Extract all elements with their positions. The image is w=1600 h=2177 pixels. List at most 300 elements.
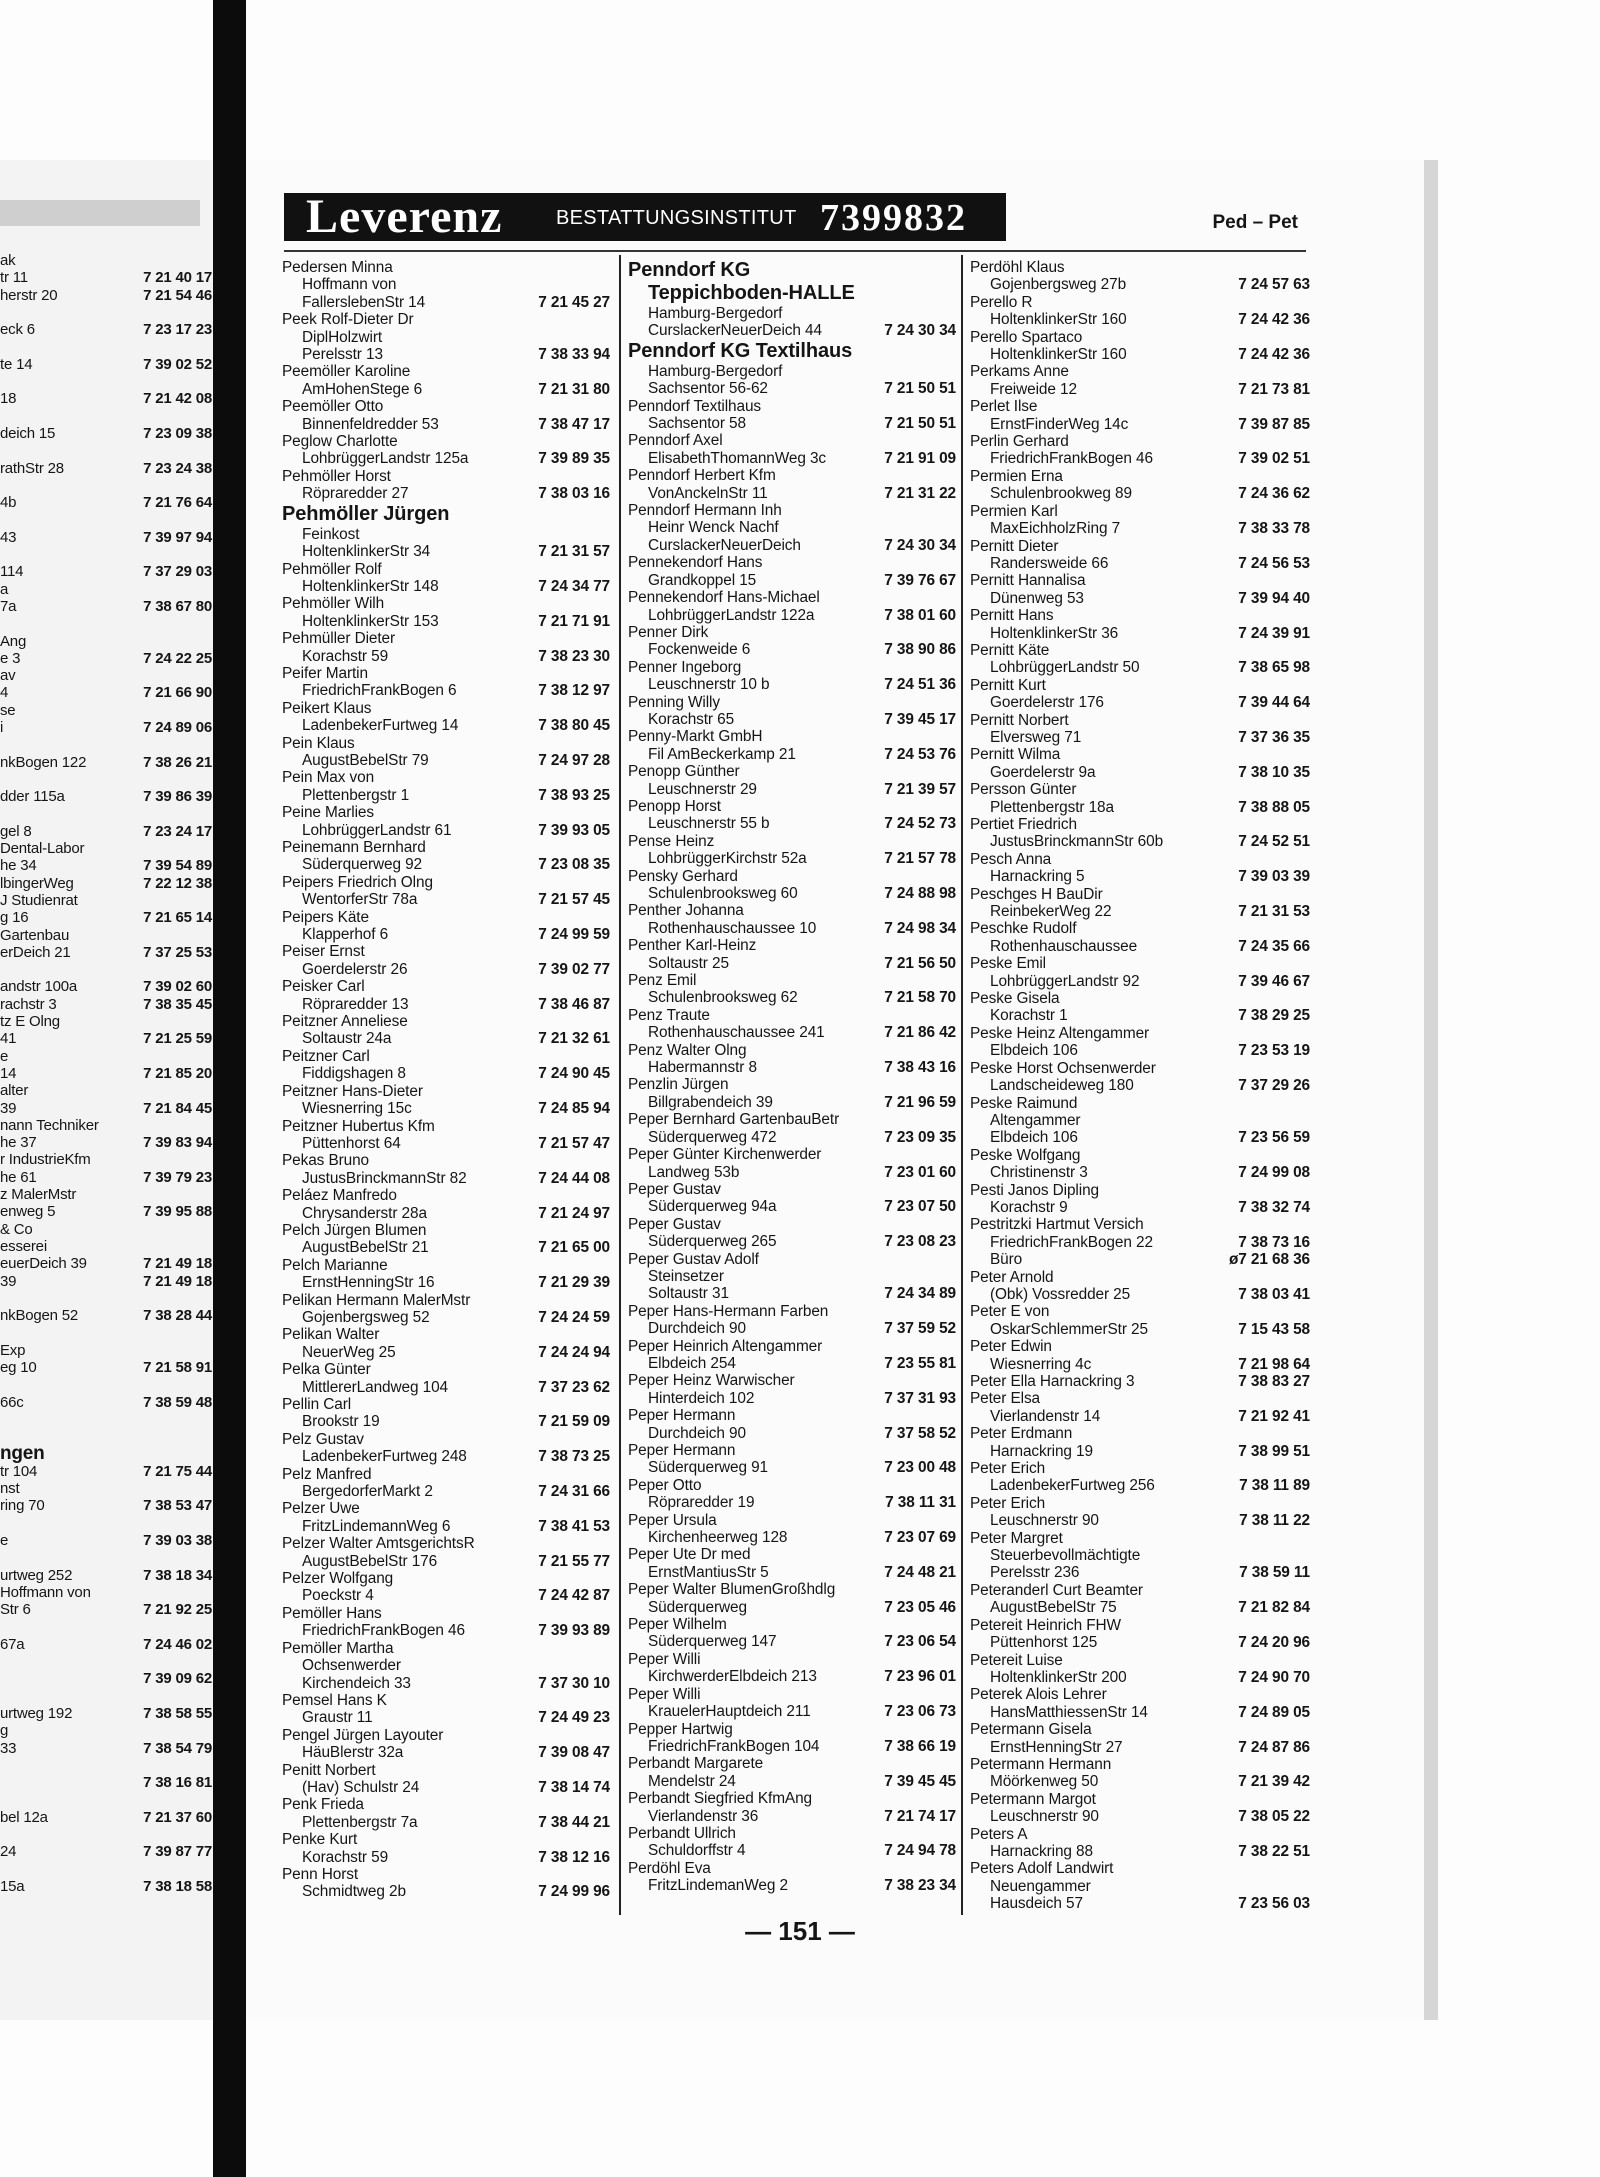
left-fragment-entry bbox=[0, 1255, 212, 1272]
entry-name: Peschges H BauDir bbox=[970, 885, 1103, 903]
entry-address: Leuschnerstr 10 b bbox=[648, 676, 770, 694]
entry-name: Penz Traute bbox=[628, 1006, 710, 1024]
entry-phone: 7 39 89 35 bbox=[538, 450, 610, 468]
entry-name: Peipers Friedrich Olng bbox=[282, 873, 433, 891]
entry-address: KirchwerderElbdeich 213 bbox=[648, 1668, 817, 1686]
left-fragment-entry bbox=[0, 598, 212, 615]
entry-name: Peske Emil bbox=[970, 955, 1046, 973]
entry-phone: 7 21 59 09 bbox=[538, 1413, 610, 1431]
directory-entry bbox=[282, 1762, 610, 1797]
entry-phone: 7 21 39 42 bbox=[1238, 1773, 1310, 1791]
left-fragment-entry bbox=[0, 1463, 212, 1480]
directory-entry bbox=[282, 804, 610, 839]
entry-name: Pennekendorf Hans-Michael bbox=[628, 589, 820, 607]
entry-address: BergedorferMarkt 2 bbox=[302, 1483, 433, 1501]
entry-phone: 7 23 01 60 bbox=[884, 1163, 956, 1181]
directory-entry bbox=[282, 630, 610, 665]
left-fragment-text: tr 11 bbox=[0, 269, 28, 287]
left-fragment-entry bbox=[0, 338, 212, 355]
directory-entry bbox=[282, 700, 610, 735]
entry-address: Elbdeich 106 bbox=[990, 1042, 1078, 1060]
entry-phone: 7 39 03 39 bbox=[1238, 868, 1310, 886]
left-fragment-phone: 7 23 17 23 bbox=[143, 321, 212, 339]
entry-phone: 7 38 03 16 bbox=[538, 485, 610, 503]
directory-entry bbox=[282, 543, 610, 560]
left-fragment-text: 18 bbox=[0, 390, 17, 408]
entry-address: AmHohenStege 6 bbox=[302, 380, 423, 398]
directory-entry bbox=[282, 1396, 610, 1431]
left-fragment-entry bbox=[0, 1567, 212, 1584]
left-fragment-entry bbox=[0, 1843, 212, 1860]
entry-phone: 7 38 12 97 bbox=[538, 682, 610, 700]
entry-name: Peske Heinz Altengammer bbox=[970, 1024, 1150, 1042]
directory-entry bbox=[628, 1146, 956, 1181]
directory-entry bbox=[970, 1826, 1310, 1861]
entry-phone: 7 24 89 05 bbox=[1238, 1703, 1310, 1721]
left-fragment-text: se bbox=[0, 701, 16, 719]
entry-address: ErnstHenningStr 16 bbox=[302, 1274, 435, 1292]
directory-entry bbox=[628, 833, 956, 868]
entry-address: Heinr Wenck Nachf bbox=[648, 519, 779, 537]
directory-entry bbox=[970, 1303, 1310, 1338]
entry-address: LohbrüggerLandstr 92 bbox=[990, 972, 1140, 990]
left-fragment-entry bbox=[0, 892, 212, 909]
entry-phone: 7 24 99 59 bbox=[538, 926, 610, 944]
directory-entry bbox=[970, 816, 1310, 851]
directory-entry bbox=[282, 1257, 610, 1292]
entry-name: Permien Erna bbox=[970, 467, 1063, 485]
left-fragment-entry bbox=[0, 944, 212, 961]
entry-address: LadenbekerFurtweg 256 bbox=[990, 1477, 1155, 1495]
entry-name: Pelz Gustav bbox=[282, 1430, 364, 1448]
entry-phone: 7 24 48 21 bbox=[884, 1563, 956, 1581]
entry-address: AugustBebelStr 176 bbox=[302, 1552, 438, 1570]
directory-entry bbox=[282, 909, 610, 944]
entry-address: Korachstr 9 bbox=[990, 1198, 1068, 1216]
entry-phone: 7 24 85 94 bbox=[538, 1100, 610, 1118]
directory-entry bbox=[628, 659, 956, 694]
entry-name: Peters A bbox=[970, 1825, 1028, 1843]
entry-address: Leuschnerstr 55 b bbox=[648, 815, 770, 833]
directory-entry bbox=[628, 322, 956, 339]
entry-phone: 7 21 91 09 bbox=[884, 449, 956, 467]
entry-address: Chrysanderstr 28a bbox=[302, 1204, 427, 1222]
entry-name: Peitzner Hans-Dieter bbox=[282, 1082, 423, 1100]
entry-name: Pensky Gerhard bbox=[628, 867, 738, 885]
left-fragment-entry bbox=[0, 1688, 212, 1705]
left-fragment-entry bbox=[0, 667, 212, 684]
entry-phone: 7 23 07 50 bbox=[884, 1198, 956, 1216]
left-fragment-phone: 7 39 03 38 bbox=[143, 1531, 212, 1549]
entry-address: Leuschnerstr 90 bbox=[990, 1808, 1099, 1826]
entry-phone: 7 21 56 50 bbox=[884, 954, 956, 972]
directory-entry bbox=[628, 1303, 956, 1338]
entry-name: Perbandt Siegfried KfmAng bbox=[628, 1790, 813, 1808]
entry-phone: 7 21 71 91 bbox=[538, 612, 610, 630]
directory-entry bbox=[282, 1727, 610, 1762]
entry-phone: 7 38 33 78 bbox=[1238, 520, 1310, 538]
entry-phone: 7 38 29 25 bbox=[1238, 1007, 1310, 1025]
directory-entry bbox=[970, 712, 1310, 747]
left-fragment-phone: 7 21 40 17 bbox=[143, 269, 212, 287]
entry-phone: 7 37 31 93 bbox=[884, 1389, 956, 1407]
entry-phone: 7 38 05 22 bbox=[1238, 1808, 1310, 1826]
entry-address: LadenbekerFurtweg 14 bbox=[302, 717, 459, 735]
entry-name: Persson Günter bbox=[970, 781, 1077, 799]
entry-name: Peper Hans-Hermann Farben bbox=[628, 1302, 829, 1320]
directory-entry bbox=[970, 1756, 1310, 1791]
entry-phone: 7 38 14 74 bbox=[538, 1778, 610, 1796]
directory-entry bbox=[970, 294, 1310, 329]
left-fragment-text: Gartenbau bbox=[0, 926, 70, 944]
left-fragment-text: eg 10 bbox=[0, 1359, 37, 1376]
left-fragment-entry bbox=[0, 1584, 212, 1601]
left-fragment-entry bbox=[0, 1480, 212, 1497]
entry-address: Korachstr 59 bbox=[302, 647, 389, 665]
entry-name: Pengel Jürgen Layouter bbox=[282, 1726, 444, 1744]
entry-name: Peglow Charlotte bbox=[282, 433, 398, 451]
entry-address: Wiesnerring 15c bbox=[302, 1100, 412, 1118]
entry-phone: 7 24 51 36 bbox=[884, 676, 956, 694]
entry-address: Dünenweg 53 bbox=[990, 589, 1084, 607]
entry-phone: 7 21 32 61 bbox=[538, 1030, 610, 1048]
entry-name: Pelch Marianne bbox=[282, 1256, 388, 1274]
entry-name: Penndorf Herbert Kfm bbox=[628, 467, 776, 485]
directory-entry bbox=[282, 503, 610, 543]
entry-name: Penning Willy bbox=[628, 693, 720, 711]
entry-phone: 7 15 43 58 bbox=[1238, 1320, 1310, 1338]
directory-entry bbox=[628, 1338, 956, 1373]
entry-address: FriedrichFrankBogen 46 bbox=[302, 1622, 465, 1640]
left-fragment-phone: 7 39 02 60 bbox=[143, 978, 212, 996]
entry-name: Perkams Anne bbox=[970, 363, 1069, 381]
entry-phone: 7 37 59 52 bbox=[884, 1320, 956, 1338]
left-fragment-text: 14 bbox=[0, 1064, 17, 1082]
page-number: — 151 — bbox=[745, 1916, 855, 1946]
entry-address: HoltenklinkerStr 148 bbox=[302, 577, 439, 595]
left-fragment-text: 66c bbox=[0, 1393, 24, 1411]
left-fragment-phone: 7 38 53 47 bbox=[143, 1497, 212, 1515]
entry-phone: 7 23 08 23 bbox=[884, 1233, 956, 1251]
directory-entry bbox=[282, 1152, 610, 1187]
left-fragment-entry bbox=[0, 1443, 212, 1465]
left-fragment-entry bbox=[0, 1134, 212, 1151]
entry-name: Penz Emil bbox=[628, 972, 697, 990]
directory-entry bbox=[282, 561, 610, 596]
directory-entry bbox=[282, 363, 610, 398]
left-fragment-text: bel 12a bbox=[0, 1808, 48, 1826]
entry-name: Petereit Heinrich FHW bbox=[970, 1616, 1121, 1634]
entry-name: Penndorf KG bbox=[628, 259, 751, 281]
entry-name: Peper Willi bbox=[628, 1685, 701, 1703]
directory-entry bbox=[970, 1495, 1310, 1530]
left-fragment-text: e bbox=[0, 1531, 9, 1549]
directory-entry bbox=[628, 259, 956, 282]
left-fragment-entry bbox=[0, 1376, 212, 1393]
entry-name: Perbandt Margarete bbox=[628, 1755, 764, 1773]
directory-entry bbox=[628, 1825, 956, 1860]
entry-phone: 7 24 98 34 bbox=[884, 919, 956, 937]
entry-phone: 7 24 42 87 bbox=[538, 1587, 610, 1605]
entry-name: Penk Frieda bbox=[282, 1796, 364, 1814]
directory-entry bbox=[282, 943, 610, 978]
directory-entry bbox=[628, 1181, 956, 1216]
left-fragment-text: ak bbox=[0, 252, 16, 269]
directory-entry bbox=[970, 1390, 1310, 1425]
entry-phone: 7 24 24 94 bbox=[538, 1343, 610, 1361]
directory-entry bbox=[628, 1111, 956, 1146]
entry-address: (Obk) Vossredder 25 bbox=[990, 1285, 1131, 1303]
left-fragment-phone: 7 21 66 90 bbox=[143, 684, 212, 702]
entry-address: WentorferStr 78a bbox=[302, 891, 418, 909]
left-fragment-entry bbox=[0, 875, 212, 892]
entry-phone: 7 21 55 77 bbox=[538, 1552, 610, 1570]
left-fragment-entry bbox=[0, 702, 212, 719]
left-fragment-phone: 7 22 12 38 bbox=[143, 874, 212, 892]
entry-name: Petermann Gisela bbox=[970, 1721, 1092, 1739]
entry-name: Peter Erdmann bbox=[970, 1425, 1073, 1443]
entry-address: HoltenklinkerStr 36 bbox=[990, 624, 1119, 642]
left-fragment-text: enweg 5 bbox=[0, 1203, 56, 1221]
entry-address: ErnstFinderWeg 14c bbox=[990, 415, 1129, 433]
entry-phone: 7 37 36 35 bbox=[1238, 728, 1310, 746]
directory-entry bbox=[282, 1535, 610, 1570]
left-fragment-entry bbox=[0, 771, 212, 788]
entry-address: FriedrichFrankBogen 22 bbox=[990, 1233, 1153, 1251]
left-fragment-entry bbox=[0, 460, 212, 477]
entry-name: Penndorf Hermann Inh bbox=[628, 502, 782, 520]
entry-phone: 7 21 50 51 bbox=[884, 415, 956, 433]
left-fragment-text: gel 8 bbox=[0, 822, 32, 840]
entry-address: Süderquerweg 92 bbox=[302, 856, 423, 874]
entry-address: Steuerbevollmächtigte bbox=[990, 1547, 1141, 1565]
directory-entry bbox=[282, 1292, 610, 1327]
left-fragment-phone: 7 24 89 06 bbox=[143, 719, 212, 737]
left-fragment-text: Str 6 bbox=[0, 1601, 31, 1619]
book-spine bbox=[213, 0, 246, 2177]
left-fragment-entry bbox=[0, 529, 212, 546]
entry-phone: 7 38 46 87 bbox=[538, 995, 610, 1013]
entry-address: HoltenklinkerStr 160 bbox=[990, 346, 1127, 364]
entry-phone: ø7 21 68 36 bbox=[1228, 1251, 1310, 1269]
directory-entry bbox=[628, 432, 956, 467]
entry-name: Penz Walter Olng bbox=[628, 1041, 747, 1059]
left-fragment-text: g bbox=[0, 1722, 9, 1740]
left-fragment-entry bbox=[0, 1549, 212, 1566]
entry-name: Penndorf Axel bbox=[628, 432, 723, 450]
entry-phone: 7 37 58 52 bbox=[884, 1424, 956, 1442]
left-page-fragment bbox=[0, 160, 213, 2020]
entry-name: Penndorf KG Textilhaus bbox=[628, 339, 853, 362]
entry-name: Peske Gisela bbox=[970, 990, 1060, 1008]
left-fragment-entry bbox=[0, 1722, 212, 1739]
left-fragment-text: dder 115a bbox=[0, 788, 65, 806]
left-fragment-phone: 7 21 65 14 bbox=[143, 909, 212, 927]
entry-address: Randersweide 66 bbox=[990, 554, 1109, 572]
directory-entry bbox=[970, 1617, 1310, 1652]
left-fragment-text: ngen bbox=[0, 1443, 45, 1465]
entry-name: Pesch Anna bbox=[970, 850, 1052, 868]
entry-phone: 7 23 06 73 bbox=[884, 1703, 956, 1721]
entry-phone: 7 38 66 19 bbox=[884, 1737, 956, 1755]
entry-name: Petermann Margot bbox=[970, 1790, 1096, 1808]
entry-name: Peper Heinrich Altengammer bbox=[628, 1337, 823, 1355]
entry-phone: 7 38 90 86 bbox=[884, 641, 956, 659]
directory-entry bbox=[628, 1216, 956, 1251]
directory-entry bbox=[282, 259, 610, 294]
entry-name: Peper Otto bbox=[628, 1476, 702, 1494]
entry-address: OskarSchlemmerStr 25 bbox=[990, 1320, 1148, 1338]
entry-phone: 7 24 24 59 bbox=[538, 1308, 610, 1326]
entry-address: Graustr 11 bbox=[302, 1709, 373, 1727]
entry-name: Pelzer Walter AmtsgerichtsR bbox=[282, 1535, 475, 1553]
entry-phone: 7 38 44 21 bbox=[538, 1813, 610, 1831]
left-fragment-entry bbox=[0, 615, 212, 632]
entry-name: Pernitt Käte bbox=[970, 641, 1050, 659]
directory-entry bbox=[970, 1060, 1310, 1095]
left-fragment-entry bbox=[0, 304, 212, 321]
left-fragment-text: he 61 bbox=[0, 1168, 37, 1186]
directory-entry bbox=[282, 735, 610, 770]
entry-name: Pedersen Minna bbox=[282, 259, 393, 276]
entry-phone: 7 21 57 78 bbox=[884, 850, 956, 868]
entry-address: Feinkost bbox=[302, 525, 360, 543]
entry-address: Harnackring 5 bbox=[990, 868, 1085, 886]
directory-entry bbox=[282, 839, 610, 874]
entry-address: ErnstMantiusStr 5 bbox=[648, 1563, 769, 1581]
entry-address: Schuldorffstr 4 bbox=[648, 1842, 746, 1860]
left-fragment-entry bbox=[0, 1221, 212, 1238]
left-fragment-text: z MalerMstr bbox=[0, 1186, 77, 1204]
directory-entry bbox=[628, 380, 956, 397]
entry-address: Röpraredder 19 bbox=[648, 1494, 755, 1512]
directory-entry bbox=[282, 1605, 610, 1640]
entry-address: Rothenhauschaussee 10 bbox=[648, 919, 817, 937]
directory-entry bbox=[970, 851, 1310, 886]
left-fragment-text: esserei bbox=[0, 1237, 47, 1255]
directory-entry bbox=[282, 1083, 610, 1118]
entry-name: Perello Spartaco bbox=[970, 328, 1083, 346]
entry-phone: 7 21 82 84 bbox=[1238, 1599, 1310, 1617]
directory-column-2 bbox=[628, 259, 956, 1895]
left-fragment-entry bbox=[0, 1359, 212, 1376]
entry-name: Penn Horst bbox=[282, 1865, 358, 1883]
entry-address: Möörkenweg 50 bbox=[990, 1773, 1099, 1791]
entry-name: Penzlin Jürgen bbox=[628, 1076, 729, 1094]
directory-entry bbox=[970, 920, 1310, 955]
directory-entry bbox=[282, 769, 610, 804]
entry-phone: 7 21 58 70 bbox=[884, 989, 956, 1007]
left-fragment-entry bbox=[0, 806, 212, 823]
left-fragment-text: nkBogen 122 bbox=[0, 753, 87, 771]
directory-entry bbox=[970, 329, 1310, 364]
entry-phone: 7 21 57 45 bbox=[538, 891, 610, 909]
left-fragment-phone: 7 39 97 94 bbox=[143, 528, 212, 546]
entry-name: Peter Elsa bbox=[970, 1390, 1041, 1408]
entry-name: Pernitt Kurt bbox=[970, 676, 1046, 694]
directory-entry bbox=[970, 398, 1310, 433]
left-fragment-entry bbox=[0, 1394, 212, 1411]
left-fragment-entry bbox=[0, 408, 212, 425]
entry-address: Brookstr 19 bbox=[302, 1413, 380, 1431]
left-fragment-text: urtweg 252 bbox=[0, 1566, 73, 1584]
entry-address: FallerslebenStr 14 bbox=[302, 293, 426, 311]
directory-entry bbox=[282, 1222, 610, 1257]
left-fragment-entry bbox=[0, 1653, 212, 1670]
advert-subtitle: BESTATTUNGSINSTITUT bbox=[556, 207, 797, 229]
directory-entry bbox=[628, 1007, 956, 1042]
entry-phone: 7 21 98 64 bbox=[1238, 1355, 1310, 1373]
left-fragment-phone: 7 21 84 45 bbox=[143, 1099, 212, 1117]
entry-name: Petermann Hermann bbox=[970, 1755, 1112, 1773]
directory-entry bbox=[970, 1338, 1310, 1373]
entry-address: MaxEichholzRing 7 bbox=[990, 520, 1121, 538]
left-fragment-entry bbox=[0, 1878, 212, 1895]
directory-entry bbox=[628, 1755, 956, 1790]
entry-phone: 7 21 74 17 bbox=[884, 1807, 956, 1825]
entry-address: AugustBebelStr 75 bbox=[990, 1599, 1117, 1617]
entry-address: Püttenhorst 64 bbox=[302, 1134, 401, 1152]
left-fragment-entry bbox=[0, 1670, 212, 1687]
directory-entry bbox=[628, 554, 956, 589]
left-fragment-entry bbox=[0, 788, 212, 805]
left-fragment-entry bbox=[0, 857, 212, 874]
left-fragment-entry bbox=[0, 1082, 212, 1099]
entry-phone: 7 21 31 22 bbox=[884, 484, 956, 502]
directory-entry bbox=[970, 363, 1310, 398]
left-fragment-phone: 7 21 49 18 bbox=[143, 1255, 212, 1273]
left-fragment-phone: 7 21 92 25 bbox=[143, 1601, 212, 1619]
entry-name: Penke Kurt bbox=[282, 1831, 358, 1849]
directory-entry bbox=[282, 294, 610, 311]
left-fragment-text: tz E Olng bbox=[0, 1013, 60, 1031]
entry-phone: 7 38 80 45 bbox=[538, 717, 610, 735]
left-fragment-text: Dental-Labor bbox=[0, 840, 85, 858]
left-fragment-text: he 37 bbox=[0, 1134, 37, 1152]
entry-address: Durchdeich 90 bbox=[648, 1320, 746, 1338]
directory-entry bbox=[628, 398, 956, 433]
directory-entry bbox=[282, 665, 610, 700]
entry-name: Peske Horst Ochsenwerder bbox=[970, 1059, 1156, 1077]
entry-name: Pein Max von bbox=[282, 769, 375, 787]
entry-phone: 7 23 56 59 bbox=[1238, 1129, 1310, 1147]
entry-address: CurslackerNeuerDeich 44 bbox=[648, 322, 822, 340]
entry-phone: 7 21 73 81 bbox=[1238, 380, 1310, 398]
entry-phone: 7 23 53 19 bbox=[1238, 1042, 1310, 1060]
entry-phone: 7 21 31 80 bbox=[538, 380, 610, 398]
entry-name: Perbandt Ullrich bbox=[628, 1824, 736, 1842]
entry-name: Pernitt Dieter bbox=[970, 537, 1059, 555]
entry-phone: 7 21 45 27 bbox=[538, 293, 610, 311]
entry-address: Leuschnerstr 29 bbox=[648, 780, 757, 798]
entry-name: Pernitt Hans bbox=[970, 607, 1054, 625]
left-fragment-text: 4 bbox=[0, 684, 9, 702]
entry-address: Grandkoppel 15 bbox=[648, 571, 757, 589]
entry-name: Pelka Günter bbox=[282, 1361, 371, 1379]
entry-phone: 7 38 59 11 bbox=[1239, 1564, 1310, 1582]
entry-phone: 7 39 93 05 bbox=[538, 821, 610, 839]
left-fragment-entry bbox=[0, 1774, 212, 1791]
entry-phone: 7 23 96 01 bbox=[884, 1668, 956, 1686]
left-fragment-text: herstr 20 bbox=[0, 286, 58, 304]
directory-entry bbox=[970, 1129, 1310, 1146]
page-range-heading: Ped – Pet bbox=[1212, 212, 1298, 233]
entry-address: Altengammer bbox=[990, 1111, 1081, 1129]
entry-phone: 7 38 23 30 bbox=[538, 647, 610, 665]
entry-address: Goerdelerstr 26 bbox=[302, 960, 408, 978]
entry-address: Schmidtweg 2b bbox=[302, 1883, 406, 1901]
directory-entry bbox=[970, 1025, 1310, 1060]
